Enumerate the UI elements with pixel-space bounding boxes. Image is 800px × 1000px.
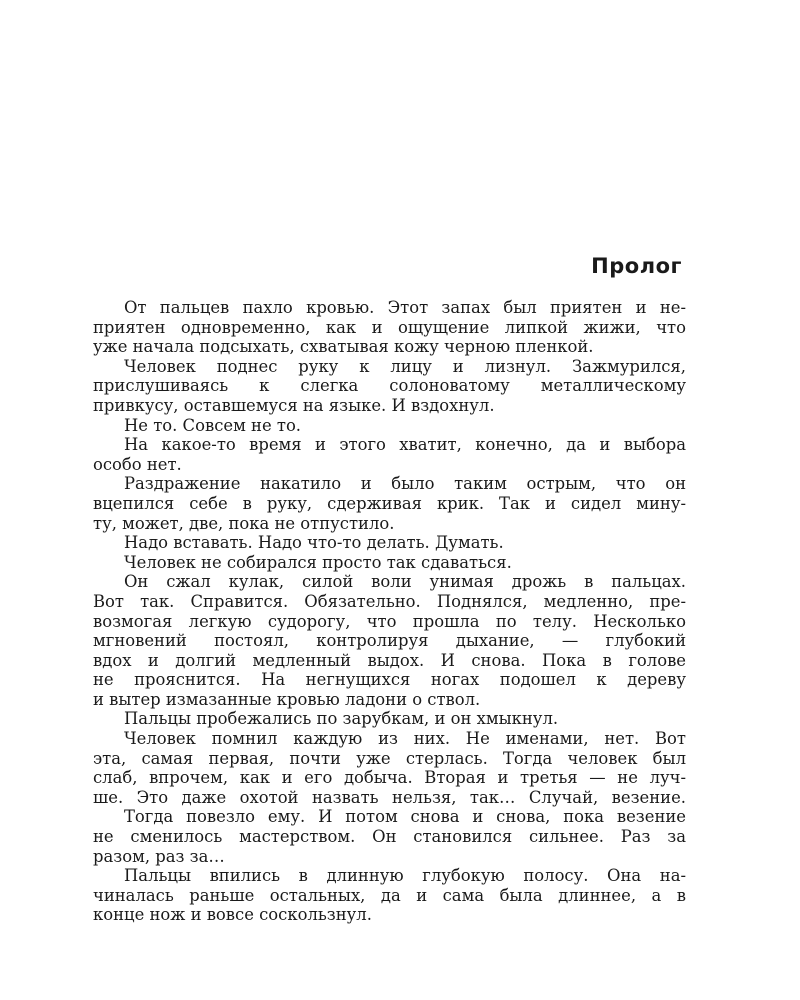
text-line: ше. Это даже охотой назвать нельзя, так… Случай, везение. — [93, 787, 686, 807]
text-line: привкусу, оставшемуся на языке. И вздохнул. — [93, 395, 495, 415]
text-line: не прояснится. На негнущихся ногах подошел к дереву — [93, 670, 686, 690]
text-line: Раздражение накатило и было таким острым, что он — [124, 474, 686, 494]
text-line: конце нож и вовсе соскользнул. — [93, 905, 372, 925]
text-line: разом, раз за… — [93, 846, 225, 866]
chapter-title: Пролог — [591, 254, 682, 278]
text-line: Человек не собирался просто так сдаваться. — [124, 552, 512, 572]
text-line: Человек поднес руку к лицу и лизнул. Зажмурился, — [124, 356, 686, 376]
text-line: Пальцы пробежались по зарубкам, и он хмыкнул. — [124, 709, 559, 729]
prologue-text — [93, 298, 686, 925]
text-line: слаб, впрочем, как и его добыча. Вторая и третья — не луч- — [93, 768, 686, 788]
text-line: не сменилось мастерством. Он становился сильнее. Раз за — [93, 827, 686, 847]
text-line: вдох и долгий медленный выдох. И снова. Пока в голове — [93, 650, 686, 670]
text-line: эта, самая первая, почти уже стерлась. Тогда человек был — [93, 748, 686, 768]
text-line: вцепился себе в руку, сдерживая крик. Так и сидел мину- — [93, 493, 686, 513]
text-line: прислушиваясь к слегка солоноватому металлическому — [93, 376, 686, 396]
text-line: Человек помнил каждую из них. Не именами, нет. Вот — [124, 729, 686, 749]
text-line: возмогая легкую судорогу, что прошла по телу. Несколько — [93, 611, 686, 631]
text-line: Тогда повезло ему. И потом снова и снова, пока везение — [124, 807, 686, 827]
text-line: особо нет. — [93, 454, 182, 474]
text-line: Надо вставать. Надо что-то делать. Думать. — [124, 533, 504, 553]
text-line: уже начала подсыхать, схватывая кожу черною пленкой. — [93, 337, 594, 357]
text-line: Не то. Совсем не то. — [124, 415, 302, 435]
text-line: чиналась раньше остальных, да и сама была длиннее, а в — [93, 885, 686, 905]
text-line: На какое-то время и этого хватит, конечно, да и выбора — [124, 435, 686, 455]
text-line: От пальцев пахло кровью. Этот запах был приятен и не- — [124, 298, 686, 317]
text-line: Пальцы впились в длинную глубокую полосу. Она на- — [124, 866, 686, 886]
text-line: мгновений постоял, контролируя дыхание, — глубокий — [93, 631, 686, 651]
text-line: ту, может, две, пока не отпустило. — [93, 513, 395, 533]
text-line: Он сжал кулак, силой воли унимая дрожь в пальцах. — [124, 572, 686, 592]
text-line: и вытер измазанные кровью ладони о ствол. — [93, 689, 481, 709]
text-line: Вот так. Справится. Обязательно. Поднялся, медленно, пре- — [93, 591, 686, 611]
text-line: приятен одновременно, как и ощущение липкой жижи, что — [93, 317, 686, 337]
